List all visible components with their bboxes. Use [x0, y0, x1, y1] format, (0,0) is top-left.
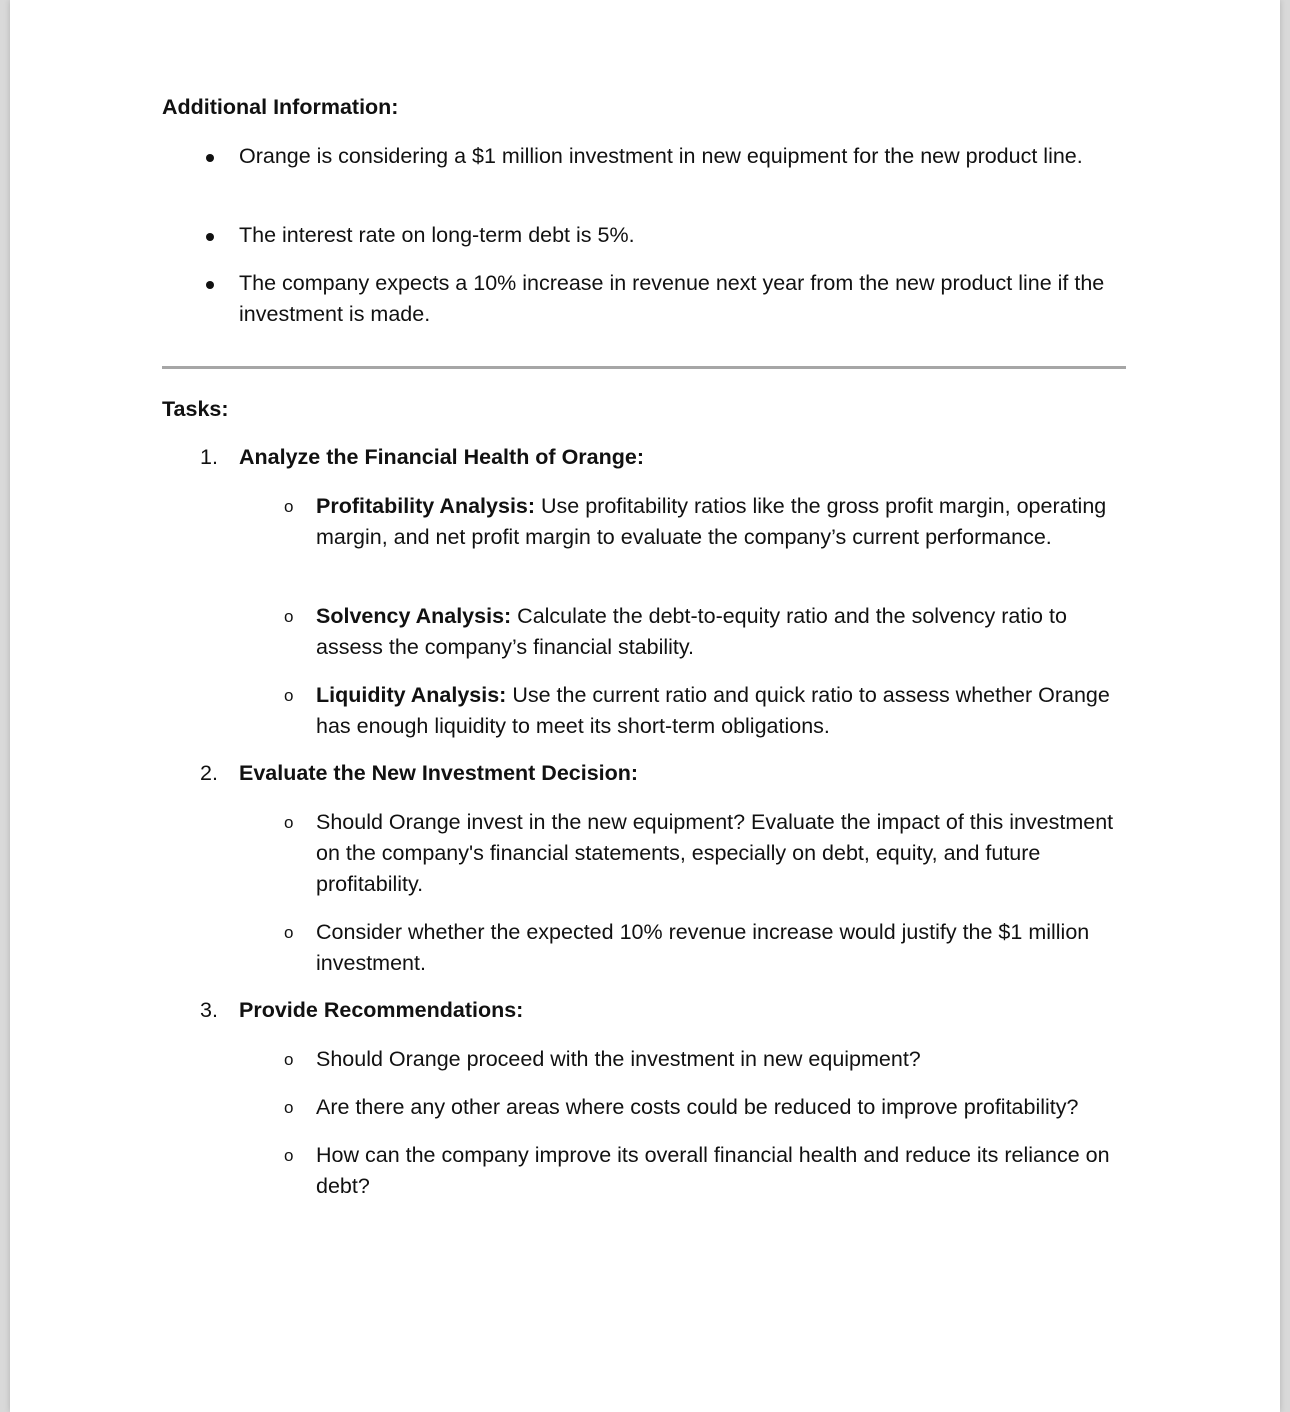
additional-info-heading: Additional Information: [162, 95, 399, 119]
document-page [10, 0, 1280, 1412]
list-item-text: Orange is considering a $1 million investment in new equipment for the new product line. [239, 144, 1083, 168]
sub-list-item-text: Should Orange proceed with the investment in new equipment? [316, 1047, 921, 1071]
bullet-icon [206, 233, 214, 241]
sub-item-body: Use the current ratio and quick ratio to assess whether Orange has enough liquidity to meet its short-term obligations. [316, 683, 1110, 738]
sub-item-label: Liquidity Analysis: [316, 683, 507, 707]
circle-bullet-icon: o [284, 813, 294, 832]
circle-bullet-icon: o [284, 607, 294, 626]
list-item-text: The interest rate on long-term debt is 5%. [239, 223, 635, 247]
sub-item-label: Solvency Analysis: [316, 604, 512, 628]
circle-bullet-icon: o [284, 923, 294, 942]
task-number: 3. [200, 998, 218, 1022]
bullet-icon [206, 154, 214, 162]
sub-item-label: Profitability Analysis: [316, 494, 536, 518]
circle-bullet-icon: o [284, 1098, 294, 1117]
circle-bullet-icon: o [284, 497, 294, 516]
bullet-icon [206, 281, 214, 289]
circle-bullet-icon: o [284, 686, 294, 705]
task-title: Provide Recommendations: [239, 998, 524, 1022]
tasks-heading: Tasks: [162, 397, 229, 421]
task-number: 2. [200, 761, 218, 785]
task-title: Analyze the Financial Health of Orange: [239, 445, 644, 469]
sub-item-body: Use profitability ratios like the gross profit margin, operating margin, and net profit margin to evaluate the company’s current performance. [316, 494, 1107, 549]
circle-bullet-icon: o [284, 1050, 294, 1069]
sub-item-body: Calculate the debt-to-equity ratio and the solvency ratio to assess the company’s financial stability. [316, 604, 1067, 659]
sub-list-item-text: Are there any other areas where costs could be reduced to improve profitability? [316, 1095, 1079, 1119]
sub-list-item-text: Consider whether the expected 10% revenue increase would justify the $1 million investment. [316, 920, 1090, 975]
horizontal-divider [162, 366, 1126, 369]
task-title: Evaluate the New Investment Decision: [239, 761, 639, 785]
list-item-text: The company expects a 10% increase in revenue next year from the new product line if the investment is made. [239, 271, 1105, 326]
sub-list-item-text: Should Orange invest in the new equipment? Evaluate the impact of this investment on the company's financial statements, especially on debt, equity, and future profitability. [316, 810, 1114, 896]
sub-list-item-text [316, 680, 1134, 742]
sub-list-item-text [316, 491, 1134, 553]
sub-list-item-text [316, 601, 1134, 663]
task-number: 1. [200, 445, 218, 469]
sub-list-item-text: How can the company improve its overall financial health and reduce its reliance on debt? [316, 1143, 1110, 1198]
circle-bullet-icon: o [284, 1146, 294, 1165]
